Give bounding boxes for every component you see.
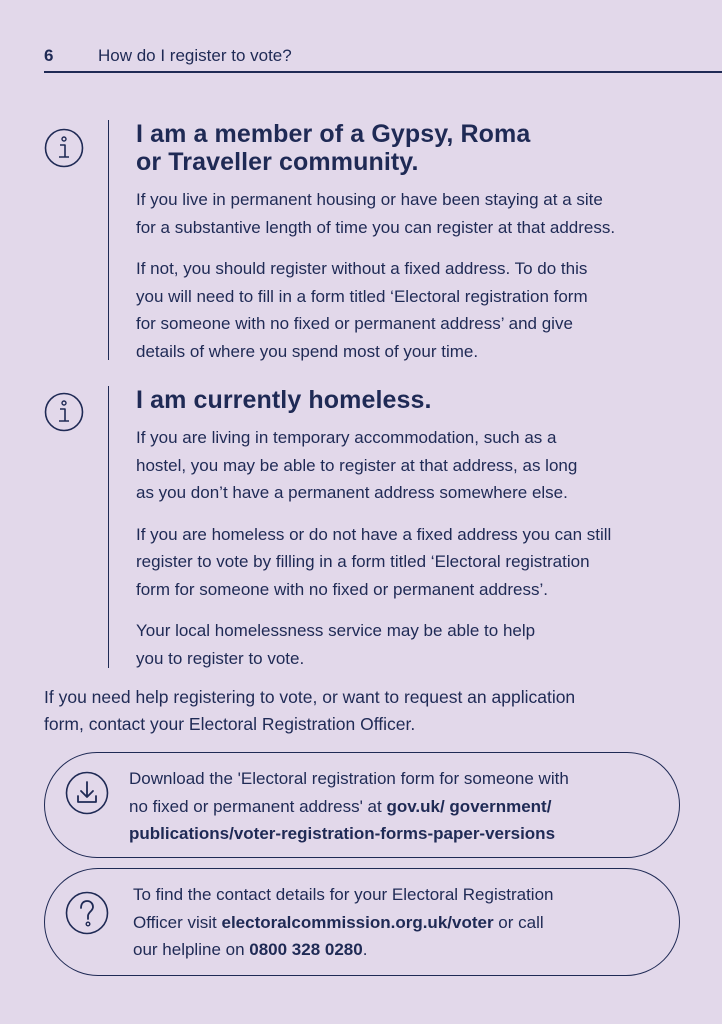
download-icon [65, 771, 109, 815]
electoral-commission-link[interactable]: electoralcommission.org.uk/voter [221, 912, 494, 932]
gov-uk-link[interactable]: gov.uk/ government/ [386, 796, 552, 816]
header-rule [44, 71, 722, 73]
download-card-text: Download the 'Electoral registration form for someone with no fixed or permanent address' at gov.uk/ government/ publications/voter-registration-forms-paper-versions [129, 765, 639, 848]
page-header [44, 44, 722, 76]
section-content [136, 120, 694, 365]
helpline-number[interactable]: 0800 328 0280 [249, 940, 363, 959]
paragraph: If you are homeless or do not have a fixed address you can still register to vote by filling in a form titled ‘Electoral registration form for someone with no fixed or permanent address’. [136, 524, 612, 599]
info-icon [44, 392, 84, 432]
section-content [136, 386, 694, 672]
vertical-rule [108, 386, 109, 668]
page-title: How do I register to vote? [98, 46, 292, 65]
page-number: 6 [44, 46, 54, 65]
question-icon [65, 891, 109, 935]
paragraph: If not, you should register without a fixed address. To do this you will need to fill in a form titled ‘Electoral registration form for someone with no fixed or permanent address’ and give details of where you spend most of your time. [136, 259, 588, 361]
section-heading: I am a member of a Gypsy, Roma or Traveller community. [136, 120, 531, 176]
gov-uk-link-continued[interactable]: publications/voter-registration-forms-paper-versions [129, 824, 556, 843]
help-paragraph: If you need help registering to vote, or want to request an application form, contact your Electoral Registration Officer. [44, 687, 576, 734]
paragraph: If you are living in temporary accommodation, such as a hostel, you may be able to register at that address, as long as you don’t have a permanent address somewhere else. [136, 428, 578, 502]
download-card [44, 752, 680, 858]
paragraph: If you live in permanent housing or have been staying at a site for a substantive length of time you can register at that address. [136, 190, 616, 237]
info-icon [44, 128, 84, 168]
section-gypsy-roma-traveller [44, 120, 694, 364]
section-heading: I am currently homeless. [136, 386, 432, 414]
section-homeless [44, 386, 694, 676]
vertical-rule [108, 120, 109, 360]
contact-card [44, 868, 680, 976]
paragraph: Your local homelessness service may be able to help you to register to vote. [136, 621, 536, 668]
contact-card-text: To find the contact details for your Electoral Registration Officer visit electoralcommission.org.uk/voter or call our helpline on 0800 328 0280. [133, 885, 554, 959]
